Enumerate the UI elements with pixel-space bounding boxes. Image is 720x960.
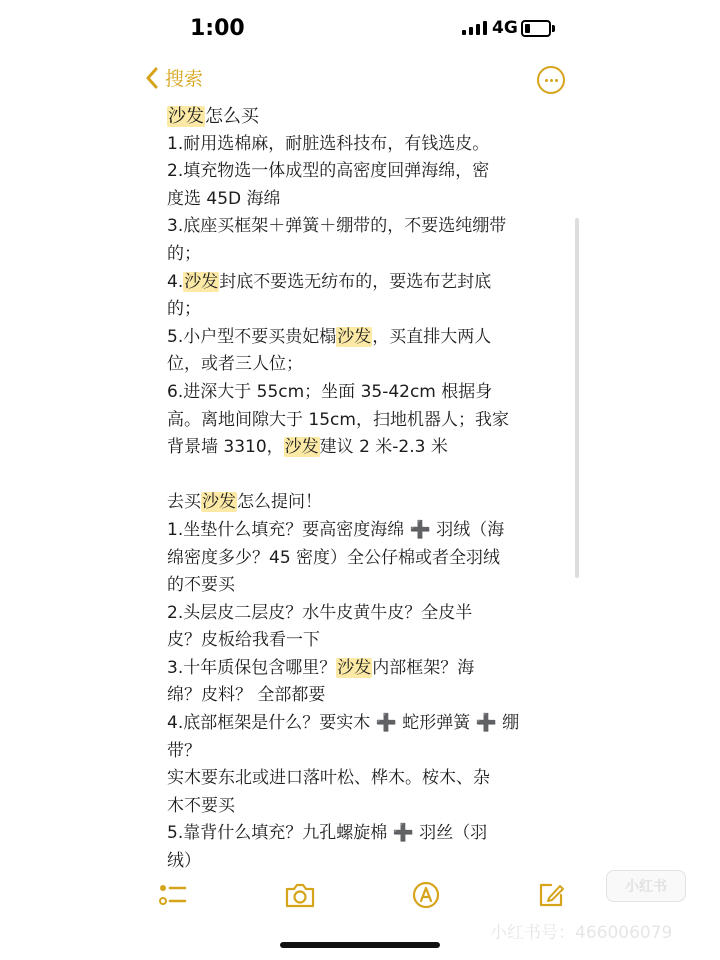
note-line	[167, 296, 567, 324]
note-text: 的；	[167, 299, 201, 320]
checklist-icon[interactable]	[158, 880, 188, 914]
note-text: 绵？皮料？ 全部都要	[167, 685, 326, 706]
note-line	[167, 379, 567, 407]
note-line	[167, 241, 567, 269]
status-bar	[0, 0, 720, 58]
note-text: 怎么提问！	[237, 492, 322, 513]
note-line	[167, 186, 567, 214]
note-text: 2.头层皮二层皮？水牛皮黄牛皮？全皮半	[167, 602, 473, 623]
camera-icon[interactable]	[284, 880, 316, 914]
search-highlight: 沙发	[184, 271, 219, 292]
note-line	[167, 765, 567, 793]
compose-icon[interactable]	[536, 880, 566, 914]
note-line	[167, 572, 567, 600]
note-line	[167, 434, 567, 462]
note-section-tips	[167, 131, 567, 462]
note-text: 5.靠背什么填充？九孔螺旋棉 ➕ 羽丝（羽	[167, 823, 488, 844]
note-text: 绵密度多少？45 密度）全公仔棉或者全羽绒	[167, 547, 501, 568]
note-line	[167, 545, 567, 573]
note-line	[167, 710, 567, 738]
note-text: 3.底座买框架＋弹簧＋绷带的，不要选纯绷带	[167, 216, 507, 237]
chevron-left-icon	[145, 67, 159, 89]
note-text: 1.耐用选棉麻，耐脏选科技布，有钱选皮。	[167, 133, 490, 154]
note-text: 建议 2 米-2.3 米	[319, 437, 448, 458]
note-text: 去买	[167, 492, 201, 513]
note-text: 度选 45D 海绵	[167, 188, 281, 209]
note-title: 沙发怎么买	[168, 106, 259, 127]
note-section-questions	[167, 489, 567, 875]
home-indicator[interactable]	[280, 942, 440, 948]
note-line	[167, 600, 567, 628]
note-line	[167, 158, 567, 186]
note-text: 4.	[167, 271, 184, 292]
markup-pen-icon[interactable]	[411, 880, 441, 914]
search-highlight: 沙发	[337, 657, 372, 678]
note-text: 2.填充物选一体成型的高密度回弹海绵，密	[167, 161, 490, 182]
note-line	[167, 407, 567, 435]
note-line	[167, 793, 567, 821]
search-highlight: 沙发	[168, 106, 204, 127]
status-time: 1:00	[190, 16, 245, 41]
battery-icon	[521, 20, 551, 37]
note-line	[167, 627, 567, 655]
more-options-icon[interactable]	[537, 66, 565, 94]
note-line	[167, 517, 567, 545]
note-line	[167, 682, 567, 710]
note-text: 高。离地间隙大于 15cm，扫地机器人；我家	[167, 409, 509, 430]
note-text: 带？	[167, 740, 201, 761]
note-line	[167, 489, 567, 517]
network-type: 4G	[492, 18, 518, 38]
scroll-indicator[interactable]	[575, 218, 579, 578]
note-text: 实木要东北或进口落叶松、桦木。桉木、杂	[167, 768, 490, 789]
note-text: 6.进深大于 55cm；坐面 35-42cm 根据身	[167, 381, 493, 402]
note-text: 5.小户型不要买贵妃榻	[167, 326, 337, 347]
cellular-signal-icon	[462, 21, 487, 35]
note-line	[167, 351, 567, 379]
note-line	[167, 655, 567, 683]
note-text: 皮？皮板给我看一下	[167, 630, 320, 651]
search-highlight: 沙发	[284, 437, 319, 458]
note-text: 1.坐垫什么填充？要高密度海绵 ➕ 羽绒（海	[167, 519, 505, 540]
note-body[interactable]	[167, 103, 567, 876]
nav-bar	[0, 58, 720, 102]
watermark-text: 小红书号：466006079	[490, 923, 673, 943]
watermark-logo: 小红书	[606, 870, 686, 902]
note-line	[167, 324, 567, 352]
note-text: 4.底部框架是什么？要实木 ➕ 蛇形弹簧 ➕ 绷	[167, 713, 520, 734]
note-text: 的；	[167, 243, 201, 264]
note-text: 木不要买	[167, 795, 235, 816]
note-text: 绒）	[167, 851, 201, 872]
note-line	[167, 820, 567, 848]
note-text: 封底不要选无纺布的，要选布艺封底	[219, 271, 492, 292]
blank-line	[167, 462, 567, 490]
note-text: ，买直排大两人	[372, 326, 492, 347]
back-label: 搜索	[165, 68, 204, 90]
note-text: 内部框架？海	[372, 657, 475, 678]
note-line	[167, 738, 567, 766]
note-text: 背景墙 3310，	[167, 437, 284, 458]
note-line	[167, 131, 567, 159]
note-line	[167, 269, 567, 297]
note-text: 的不要买	[167, 575, 235, 596]
note-line	[167, 213, 567, 241]
search-highlight: 沙发	[202, 492, 236, 513]
search-highlight: 沙发	[337, 326, 372, 347]
back-button[interactable]	[145, 64, 203, 91]
note-text: 3.十年质保包含哪里？	[167, 657, 337, 678]
note-text: 位，或者三人位；	[167, 354, 303, 375]
